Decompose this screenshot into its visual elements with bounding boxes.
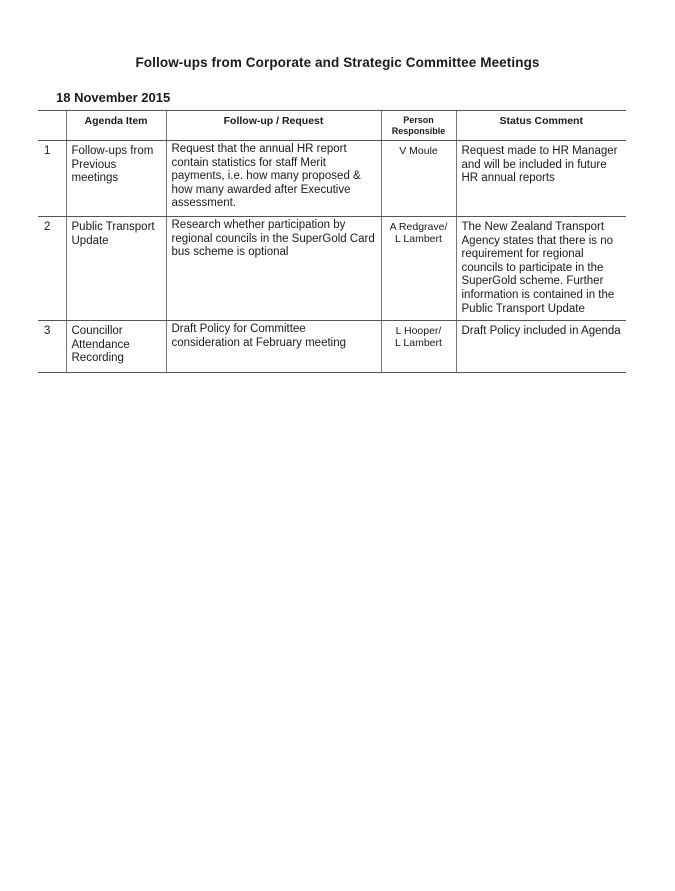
table-row — [38, 321, 626, 373]
table-header — [38, 111, 626, 141]
row-person-responsible — [381, 217, 456, 321]
header-number — [38, 111, 66, 141]
header-person-line1: Person — [403, 115, 434, 125]
header-agenda-item: Agenda Item — [66, 111, 166, 141]
person-line1: V Moule — [399, 145, 438, 157]
person-line2: L Lambert — [395, 337, 442, 349]
row-number: 2 — [38, 217, 66, 321]
row-follow-up: Draft Policy for Committee consideration at February meeting — [166, 321, 381, 373]
header-row — [38, 111, 626, 141]
person-line1: A Redgrave/ — [389, 221, 448, 233]
row-agenda-item: Public Transport Update — [66, 217, 166, 321]
table-row — [38, 141, 626, 217]
header-status-comment: Status Comment — [456, 111, 626, 141]
person-line2: L Lambert — [395, 233, 442, 245]
row-agenda-item: Councillor Attendance Recording — [66, 321, 166, 373]
header-follow-up: Follow-up / Request — [166, 111, 381, 141]
row-status-comment: Request made to HR Manager and will be included in future HR annual reports — [456, 141, 626, 217]
person-line1: L Hooper/ — [395, 325, 442, 337]
row-number: 3 — [38, 321, 66, 373]
row-number: 1 — [38, 141, 66, 217]
page-title: Follow-ups from Corporate and Strategic Committee Meetings — [135, 55, 540, 70]
row-follow-up: Request that the annual HR report contain statistics for staff Merit payments, i.e. how many proposed & how many awarded after Executive assessment. — [166, 141, 381, 217]
follow-ups-table — [38, 110, 626, 373]
row-status-comment: The New Zealand Transport Agency states that there is no requirement for regional councils to participate in the SuperGold scheme. Further information is contained in the Public Transport Update — [456, 217, 626, 321]
header-person-line2: Responsible — [391, 125, 446, 136]
row-agenda-item: Follow-ups from Previous meetings — [66, 141, 166, 217]
row-status-comment: Draft Policy included in Agenda — [456, 321, 626, 373]
row-person-responsible — [381, 141, 456, 217]
row-person-responsible — [381, 321, 456, 373]
row-follow-up: Research whether participation by regional councils in the SuperGold Card bus scheme is optional — [166, 217, 381, 321]
table-row — [38, 217, 626, 321]
header-person-responsible — [381, 111, 456, 141]
meeting-date: 18 November 2015 — [56, 90, 171, 105]
